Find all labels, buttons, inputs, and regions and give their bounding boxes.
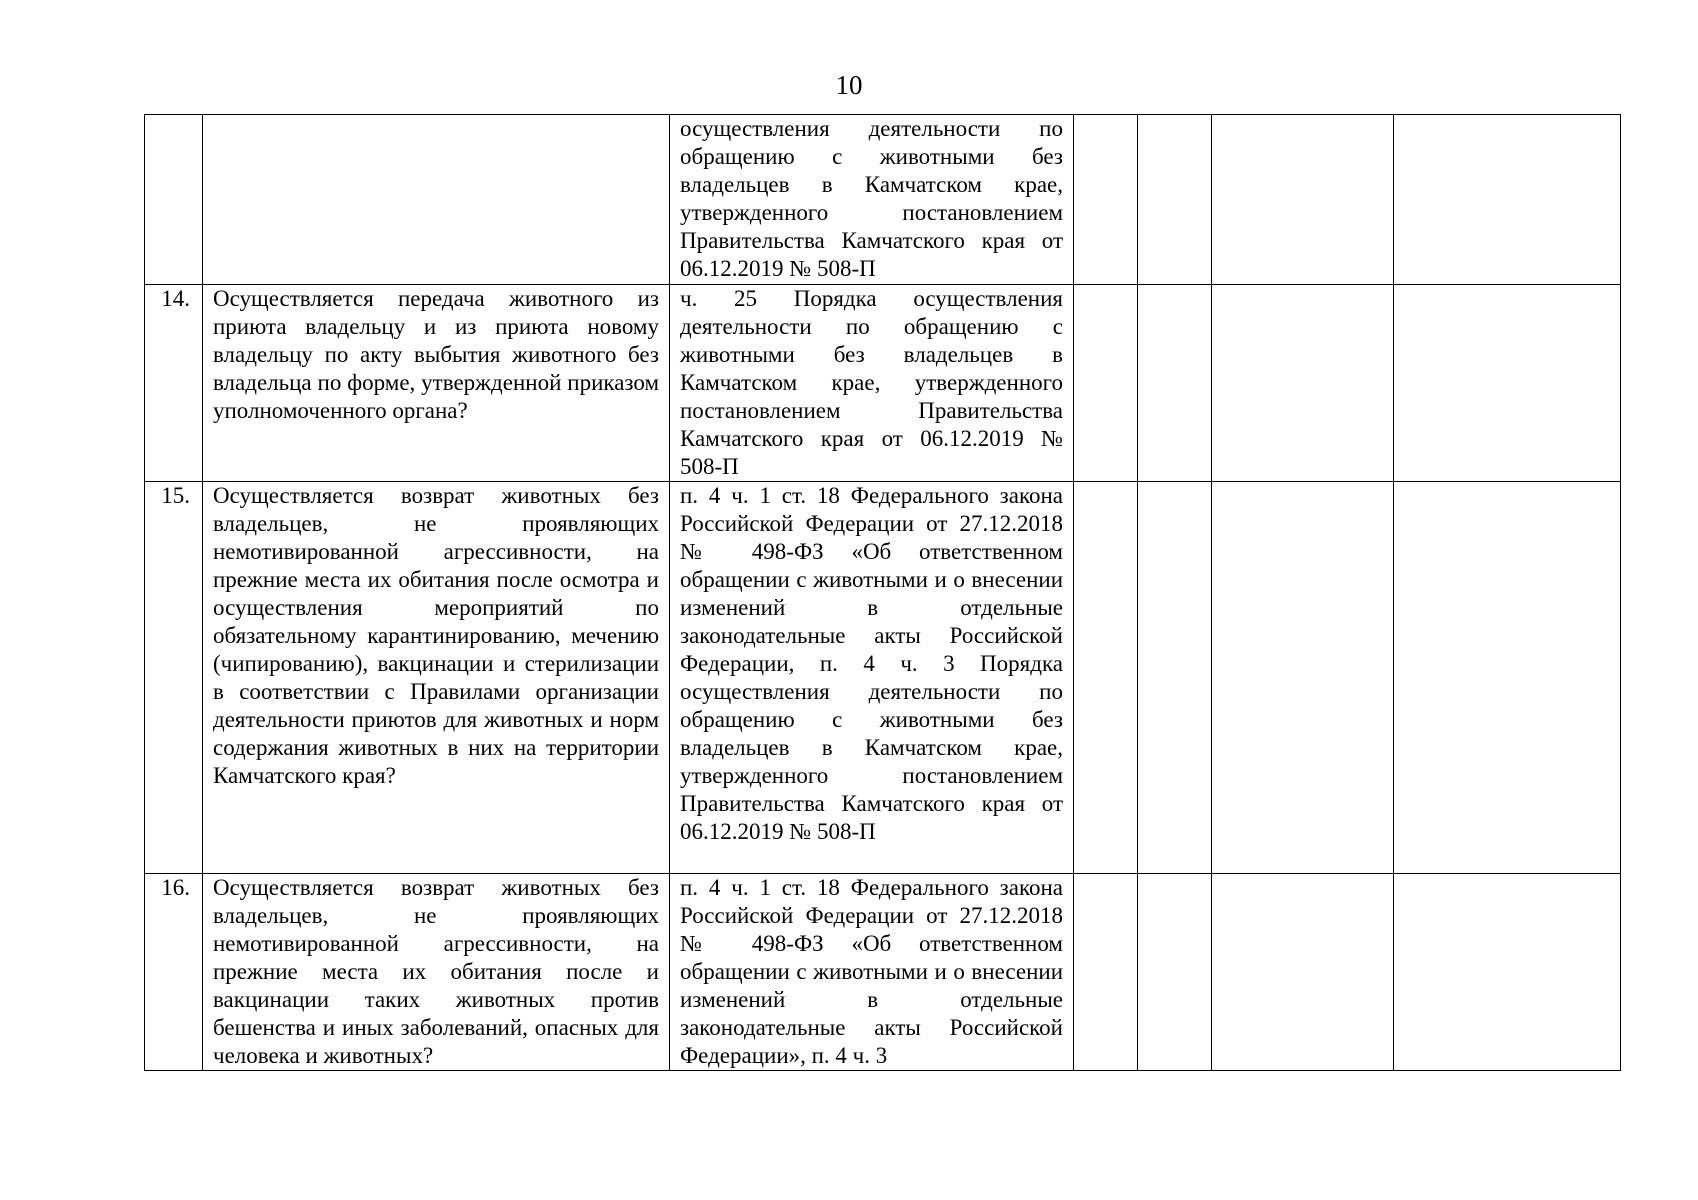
reference-cell: ч. 25 Порядка осуществления деятельности по обращению с животными без владельцев в Камчатском крае, утвержденного постановлением Правительства Камчатского края от 06.12.2019 № 508-П [670,285,1074,482]
reference-cell: п. 4 ч. 1 ст. 18 Федерального закона Российской Федерации от 27.12.2018 № 498-ФЗ «Об ответственном обращении с животными и о внесении изменений в отдельные законодательные акты Российской Федерации, п. 4 ч. 3 Порядка осуществления деятельности по обращению с животными без владельцев в Камчатском крае, утвержденного постановлением Правительства Камчатского края от 06.12.2019 № 508-П [670,482,1074,874]
row-number: 14. [145,285,203,482]
table-row [145,482,1621,874]
reference-cell: осуществления деятельности по обращению с животными без владельцев в Камчатском крае, утвержденного постановлением Правительства Камчатского края от 06.12.2019 № 508-П [670,115,1074,285]
answer-no-cell [1138,115,1212,285]
note-cell [1394,874,1621,1071]
table-row [145,285,1621,482]
question-cell: Осуществляется возврат животных без владельцев, не проявляющих немотивированной агрессивности, на прежние места их обитания после и вакцинации таких животных против бешенства и иных заболеваний, опасных для человека и животных? [203,874,670,1071]
table-row [145,874,1621,1071]
row-number: 16. [145,874,203,1071]
answer-no-cell [1138,285,1212,482]
note-cell [1394,482,1621,874]
row-number [145,115,203,285]
not-applicable-cell [1212,874,1394,1071]
note-cell [1394,285,1621,482]
row-number: 15. [145,482,203,874]
not-applicable-cell [1212,115,1394,285]
table-row [145,115,1621,285]
reference-cell: п. 4 ч. 1 ст. 18 Федерального закона Российской Федерации от 27.12.2018 № 498-ФЗ «Об ответственном обращении с животными и о внесении изменений в отдельные законодательные акты Российской Федерации», п. 4 ч. 3 [670,874,1074,1071]
answer-yes-cell [1074,482,1138,874]
question-cell: Осуществляется возврат животных без владельцев, не проявляющих немотивированной агрессивности, на прежние места их обитания после осмотра и осуществления мероприятий по обязательному карантинированию, мечению (чипированию), вакцинации и стерилизации в соответствии с Правилами организации деятельности приютов для животных и норм содержания животных в них на территории Камчатского края? [203,482,670,874]
answer-no-cell [1138,874,1212,1071]
question-cell [203,115,670,285]
question-cell: Осуществляется передача животного из приюта владельцу и из приюта новому владельцу по акту выбытия животного без владельца по форме, утвержденной приказом уполномоченного органа? [203,285,670,482]
answer-no-cell [1138,482,1212,874]
answer-yes-cell [1074,115,1138,285]
answer-yes-cell [1074,874,1138,1071]
not-applicable-cell [1212,285,1394,482]
note-cell [1394,115,1621,285]
answer-yes-cell [1074,285,1138,482]
page-number: 10 [835,70,863,100]
checklist-table [144,114,1621,1071]
not-applicable-cell [1212,482,1394,874]
